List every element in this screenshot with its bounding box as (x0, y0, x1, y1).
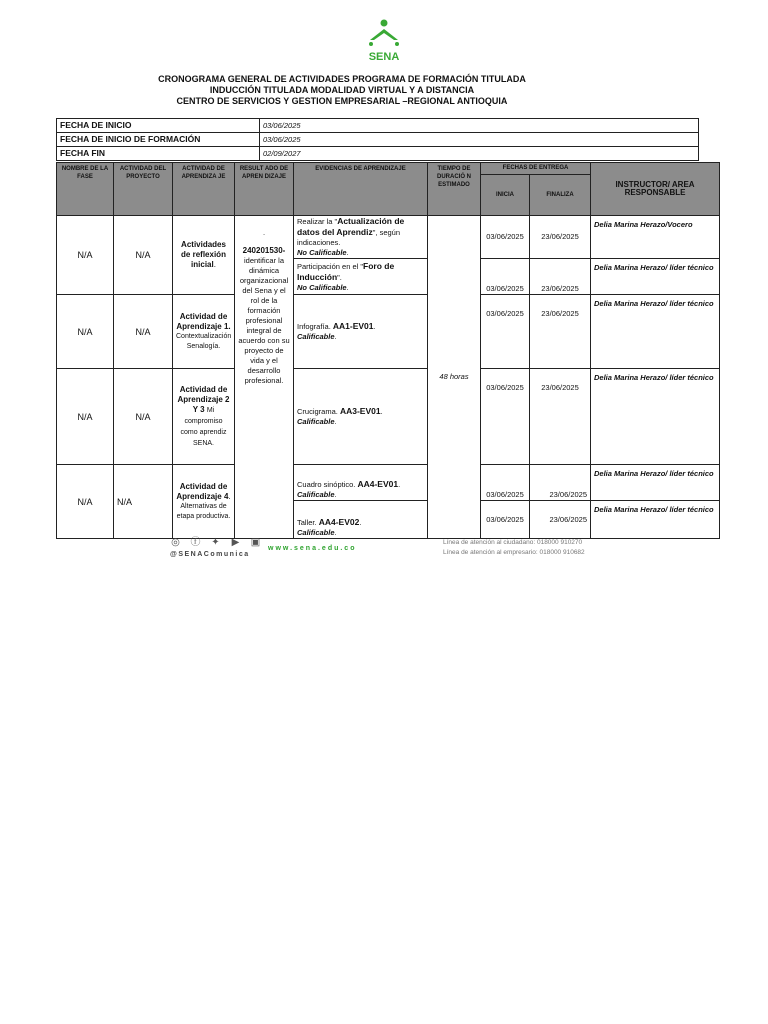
tiempo-cell: 48 horas (428, 216, 481, 539)
instagram-icon[interactable]: ◎ (171, 537, 180, 548)
finaliza-cell: 23/06/2025 (530, 465, 591, 501)
info-label: FECHA FIN (57, 147, 260, 161)
table-row (57, 295, 720, 369)
finaliza-cell: 23/06/2025 (530, 295, 591, 369)
finaliza-cell: 23/06/2025 (530, 259, 591, 295)
header-inicia: INICIA (481, 174, 530, 215)
facebook-icon[interactable]: ⓕ (190, 537, 201, 548)
fase-cell: N/A (57, 465, 114, 539)
actividad-title: Actividad de Aprendizaje 1. (176, 311, 231, 331)
header-instructor: INSTRUCTOR/ AREA RESPONSABLE (591, 163, 720, 216)
schedule-table (56, 162, 720, 539)
info-value: 03/06/2025 (260, 133, 699, 147)
finaliza-cell: 23/06/2025 (530, 216, 591, 259)
fase-cell: N/A (57, 216, 114, 295)
evidencia-cell: Taller. AA4-EV02. Calificable. (294, 501, 428, 539)
twitter-icon[interactable]: ✦ (211, 537, 220, 548)
social-icons (170, 537, 261, 548)
inicia-cell: 03/06/2025 (481, 465, 530, 501)
actividad-cell (173, 295, 235, 369)
evidencia-cell: Participación en el "Foro de Inducción". No Calificable. (294, 259, 428, 295)
evidencia-cell: Cuadro sinóptico. AA4-EV01. Calificable. (294, 465, 428, 501)
document-title (0, 74, 684, 107)
logo-text: SENA (368, 51, 400, 63)
instructor-cell: Delia Marina Herazo/ líder técnico (591, 259, 720, 295)
evidencia-cell: Crucigrama. AA3-EV01. Calificable. (294, 369, 428, 465)
social-handle: @SENAComunica (170, 551, 250, 558)
header-evidencias: EVIDENCIAS DE APRENDIZAJE (294, 163, 428, 216)
info-table (56, 118, 699, 161)
instructor-cell: Delia Marina Herazo/ líder técnico (591, 501, 720, 539)
actividad-sub: Contextualización Senalogía. (176, 332, 232, 350)
resultado-cell (235, 216, 294, 539)
header-tiempo: TIEMPO DE DURACIÓ N ESTIMADO (428, 163, 481, 216)
instructor-cell: Delia Marina Herazo/ líder técnico (591, 295, 720, 369)
actividad-cell (173, 369, 235, 465)
fase-cell: N/A (57, 369, 114, 465)
contact-lines (443, 538, 585, 558)
info-value: 02/09/2027 (260, 147, 699, 161)
proyecto-cell: N/A (114, 369, 173, 465)
info-label: FECHA DE INICIO DE FORMACIÓN (57, 133, 260, 147)
info-label: FECHA DE INICIO (57, 119, 260, 133)
inicia-cell: 03/06/2025 (481, 501, 530, 539)
evidencia-cell: Infografía. AA1-EV01. Calificable. (294, 295, 428, 369)
header-proyecto: ACTIVIDAD DEL PROYECTO (114, 163, 173, 216)
website-link[interactable]: www.sena.edu.co (268, 545, 357, 552)
info-row (57, 119, 699, 133)
table-row (57, 216, 720, 259)
linkedin-icon[interactable]: ▣ (250, 537, 261, 548)
sena-logo (360, 18, 408, 66)
contact-line: Línea de atención al ciudadano: 018000 910270 (443, 539, 583, 546)
header-resultado: RESULT ADO DE APREN DIZAJE (235, 163, 294, 216)
proyecto-cell: N/A (114, 216, 173, 295)
table-row (57, 465, 720, 501)
actividad-cell: Actividad de Aprendizaje 4. Alternativas de etapa productiva. (173, 465, 235, 539)
resultado-code: 240201530- (242, 246, 286, 255)
page-footer (0, 537, 768, 563)
proyecto-cell: N/A (114, 295, 173, 369)
inicia-cell: 03/06/2025 (481, 216, 530, 259)
contact-line: Línea de atención al empresario: 018000 910682 (443, 549, 585, 556)
header-fase: NOMBRE DE LA FASE (57, 163, 114, 216)
resultado-dot: . (262, 228, 266, 237)
finaliza-cell: 23/06/2025 (530, 369, 591, 465)
info-row (57, 147, 699, 161)
actividad-sub: Alternativas de etapa productiva. (176, 502, 231, 520)
title-line: CRONOGRAMA GENERAL DE ACTIVIDADES PROGRAMA DE FORMACIÓN TITULADA (158, 74, 526, 84)
info-row (57, 133, 699, 147)
inicia-cell: 03/06/2025 (481, 259, 530, 295)
actividad-cell: Actividades de reflexión inicial. (173, 216, 235, 295)
table-row (57, 369, 720, 465)
title-line: CENTRO DE SERVICIOS Y GESTION EMPRESARIAL –REGIONAL ANTIOQUIA (176, 96, 508, 106)
inicia-cell: 03/06/2025 (481, 369, 530, 465)
actividad-sub: Mi compromiso como aprendiz SENA. (180, 406, 227, 447)
instructor-cell: Delia Marina Herazo/Vocero (591, 216, 720, 259)
instructor-cell: Delia Marina Herazo/ líder técnico (591, 465, 720, 501)
actividad-title: Actividad de Aprendizaje 2 Y 3 (177, 384, 230, 414)
fase-cell: N/A (57, 295, 114, 369)
header-finaliza: FINALIZA (530, 174, 591, 215)
proyecto-cell: N/A (114, 465, 173, 539)
header-fechas: FECHAS DE ENTREGA (481, 163, 591, 175)
resultado-text: identificar la dinámica organizacional del Sena y el rol de la formación profesional integral de acuerdo con su proyecto de vida y el desarrollo profesional. (238, 256, 290, 385)
inicia-cell: 03/06/2025 (481, 295, 530, 369)
actividad-title: Actividades de reflexión inicial (181, 240, 226, 269)
title-line: INDUCCIÓN TITULADA MODALIDAD VIRTUAL Y A DISTANCIA (209, 85, 475, 95)
info-value: 03/06/2025 (260, 119, 699, 133)
actividad-title: Actividad de Aprendizaje 4 (176, 481, 229, 501)
instructor-cell: Delia Marina Herazo/ líder técnico (591, 369, 720, 465)
evidencia-cell: Realizar la "Actualización de datos del Aprendiz", según indicaciones. No Calificable. (294, 216, 428, 259)
header-aprendizaje: ACTIVIDAD DE APRENDIZA JE (173, 163, 235, 216)
youtube-icon[interactable]: ▶ (231, 537, 240, 548)
finaliza-cell: 23/06/2025 (530, 501, 591, 539)
